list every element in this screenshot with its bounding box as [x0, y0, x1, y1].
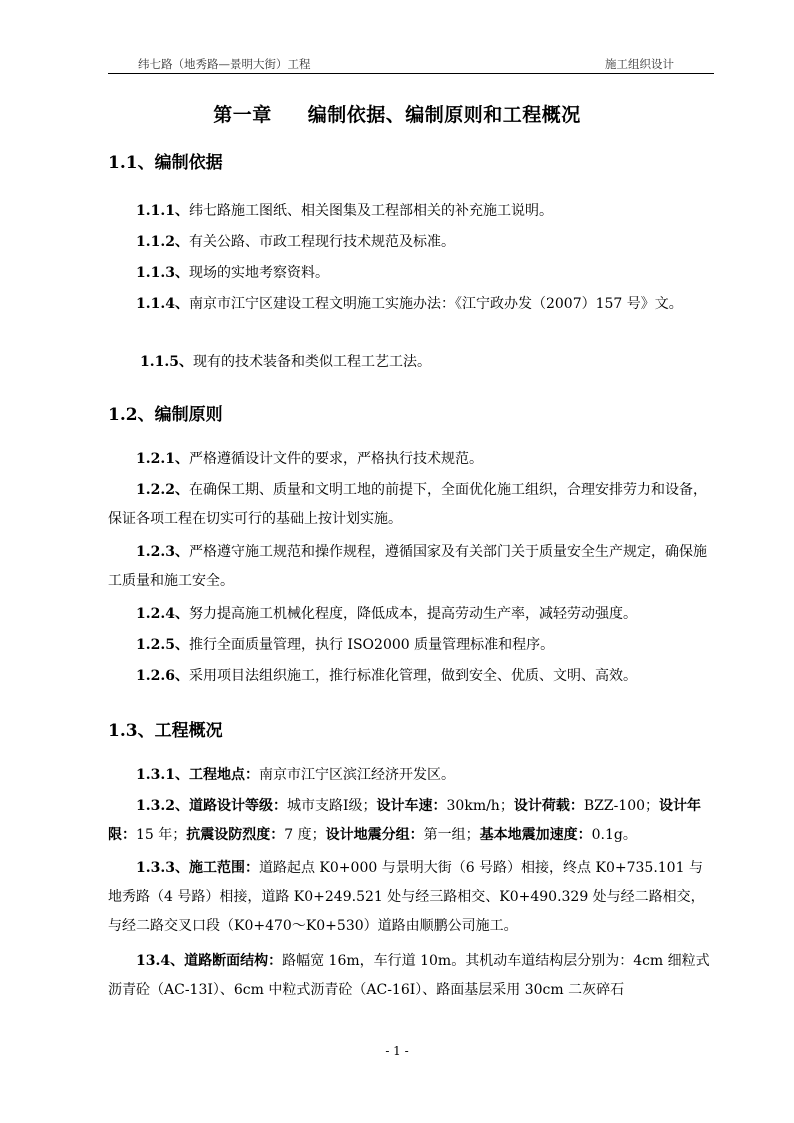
- list-item: 1.1.5、现有的技术装备和类似工程工艺工法。: [140, 354, 431, 370]
- paragraph: 1.3.2、道路设计等级：城市支路Ⅰ级；设计车速：30km/h；设计荷载：BZZ-100；设计年限：15 年；抗震设防烈度：7 度；设计地震分组：第一组；基本地震加速度：0.1g。: [108, 798, 702, 843]
- list-item: 1.1.1、纬七路施工图纸、相关图集及工程部相关的补充施工说明。: [136, 203, 553, 219]
- list-item: 1.1.2、有关公路、市政工程现行技术规范及标准。: [136, 234, 455, 250]
- section-heading-1-1: 1.1、编制依据: [108, 153, 223, 173]
- paragraph: 1.3.3、施工范围：道路起点 K0+000 与景明大街（6 号路）相接，终点 K0+735.101 与地秀路（4 号路）相接，道路 K0+249.521 处与经三路相交、K0+490.329 处与经二路相交，与经二路交叉口段（K0+470～K0+530）道路由顺鹏公司施工。: [108, 860, 705, 934]
- list-item: 1.2.4、努力提高施工机械化程度，降低成本，提高劳动生产率，减轻劳动强度。: [136, 606, 637, 622]
- list-item: 1.2.5、推行全面质量管理，执行 ISO2000 质量管理标准和程序。: [136, 637, 555, 653]
- section-heading-1-2: 1.2、编制原则: [108, 405, 223, 425]
- chapter-title: [0, 100, 794, 127]
- list-item: 1.1.4、南京市江宁区建设工程文明施工实施办法：《江宁政办发（2007）157 号》文。: [136, 296, 683, 312]
- chapter-number: 第一章: [213, 104, 272, 126]
- paragraph: 13.4、道路断面结构：路幅宽 16m，车行道 10m。其机动车道结构层分别为：4cm 细粒式沥青砼（AC-13I）、6cm 中粒式沥青砼（AC-16I）、路面基层采用 30cm 二灰碎石: [108, 953, 710, 998]
- page-header: [108, 55, 714, 74]
- list-item: 1.1.3、现场的实地考察资料。: [136, 265, 329, 281]
- list-item: 1.2.2、在确保工期、质量和文明工地的前提下，全面优化施工组织，合理安排劳力和设备，保证各项工程在切实可行的基础上按计划实施。: [108, 482, 707, 527]
- list-item: 1.2.3、严格遵守施工规范和操作规程，遵循国家及有关部门关于质量安全生产规定，确保施工质量和施工安全。: [108, 544, 707, 589]
- header-doc-type: 施工组织设计: [605, 57, 674, 71]
- section-heading-1-3: 1.3、工程概况: [108, 721, 223, 741]
- chapter-heading: 编制依据、编制原则和工程概况: [307, 104, 581, 126]
- header-project-title: 纬七路（地秀路—景明大街）工程: [138, 57, 311, 71]
- list-item: 1.2.6、采用项目法组织施工，推行标准化管理，做到安全、优质、文明、高效。: [136, 668, 637, 684]
- paragraph: 1.3.1、工程地点：南京市江宁区滨江经济开发区。: [136, 767, 455, 783]
- list-item: 1.2.1、严格遵循设计文件的要求，严格执行技术规范。: [136, 451, 483, 467]
- page-number: - 1 -: [385, 1044, 409, 1058]
